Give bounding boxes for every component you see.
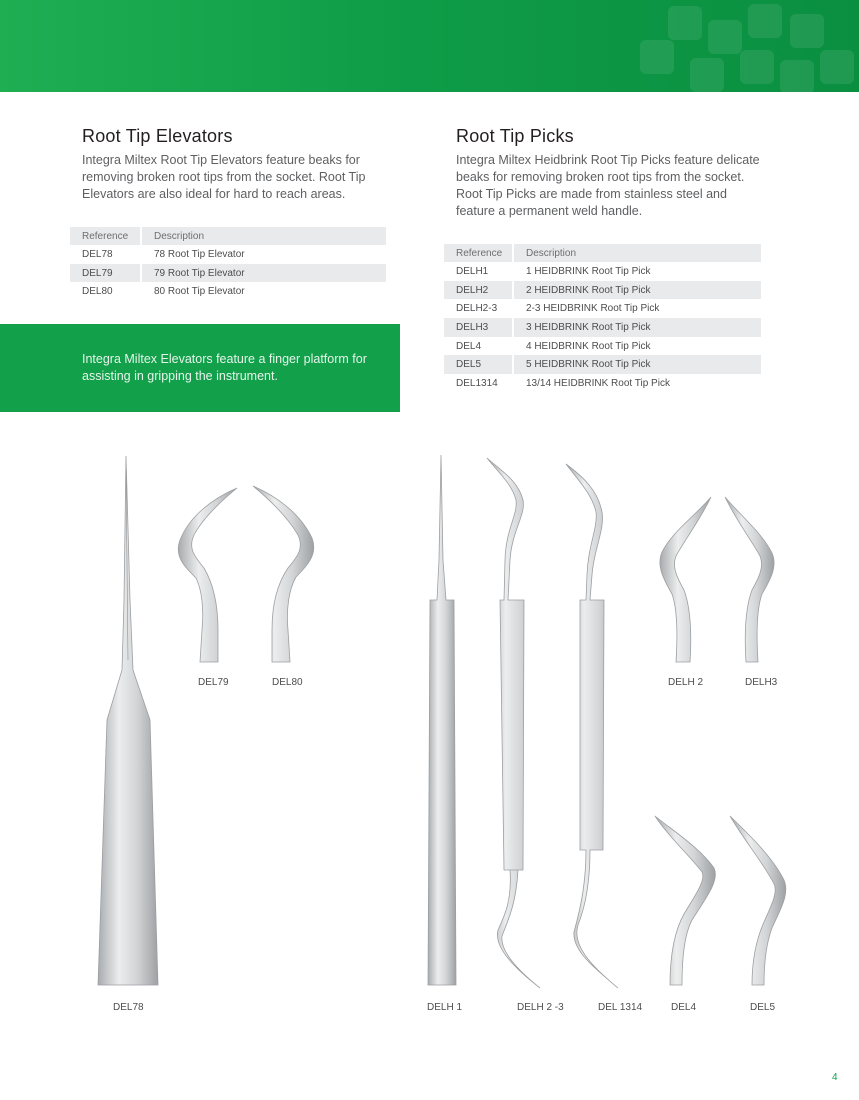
reference-cell: DELH3	[444, 318, 513, 337]
reference-cell: DELH2-3	[444, 299, 513, 318]
caption-delh3: DELH3	[745, 677, 778, 688]
delh3-pick-image	[725, 497, 774, 662]
description-cell: 2 HEIDBRINK Root Tip Pick	[513, 281, 761, 300]
column-header-description: Description	[513, 244, 761, 262]
description-cell: 80 Root Tip Elevator	[154, 286, 245, 298]
reference-cell: DEL5	[444, 355, 513, 374]
column-header-description: Description	[141, 227, 386, 245]
reference-cell: DEL1314	[444, 374, 513, 393]
description-cell: 4 HEIDBRINK Root Tip Pick	[526, 340, 651, 352]
description-cell: 2-3 HEIDBRINK Root Tip Pick	[526, 303, 660, 315]
description-cell: 79 Root Tip Elevator	[141, 264, 386, 283]
caption-delh2-3: DELH 2 -3	[517, 1002, 564, 1013]
caption-del5: DEL5	[750, 1002, 776, 1013]
picks-intro: Integra Miltex Heidbrink Root Tip Picks feature delicate beaks for removing broken root tips from the socket. Root Tip Picks are made from stainless steel and feature a permanent weld handle.	[456, 153, 760, 218]
reference-cell: DEL80	[70, 282, 141, 301]
reference-cell: DEL78	[70, 245, 141, 264]
description-cell: 1 HEIDBRINK Root Tip Pick	[526, 265, 651, 277]
page-number: 4	[832, 1072, 838, 1083]
del78-elevator-image	[98, 456, 158, 985]
del1314-pick-image	[566, 464, 618, 988]
delh2-3-pick-image	[487, 458, 540, 988]
elevators-title: Root Tip Elevators	[82, 126, 233, 146]
caption-del1314: DEL 1314	[598, 1002, 643, 1013]
column-header-reference: Reference	[70, 227, 141, 245]
caption-delh2: DELH 2	[668, 677, 704, 688]
description-cell: 78 Root Tip Elevator	[154, 248, 245, 260]
delh2-pick-image	[660, 497, 711, 662]
del5-pick-image	[730, 816, 786, 985]
reference-cell: DEL4	[444, 337, 513, 356]
delh1-pick-image	[428, 455, 456, 985]
reference-cell: DELH1	[444, 262, 513, 281]
del4-pick-image	[655, 816, 715, 985]
del79-elevator-image	[178, 488, 237, 662]
reference-cell: DELH2	[444, 281, 513, 300]
description-cell: 3 HEIDBRINK Root Tip Pick	[513, 318, 761, 337]
picks-title: Root Tip Picks	[456, 126, 574, 146]
caption-del4: DEL4	[671, 1002, 697, 1013]
caption-del80: DEL80	[272, 677, 303, 688]
description-cell: 13/14 HEIDBRINK Root Tip Pick	[526, 377, 670, 389]
column-header-reference: Reference	[444, 244, 513, 262]
del80-elevator-image	[253, 486, 314, 662]
caption-del79: DEL79	[198, 677, 229, 688]
feature-note-text: Integra Miltex Elevators feature a finger platform for assisting in gripping the instrument.	[82, 352, 367, 383]
description-cell: 5 HEIDBRINK Root Tip Pick	[513, 355, 761, 374]
caption-delh1: DELH 1	[427, 1002, 463, 1013]
caption-del78: DEL78	[113, 1002, 144, 1013]
elevators-intro: Integra Miltex Root Tip Elevators feature beaks for removing broken root tips from the socket. Root Tip Elevators are also ideal for hard to reach areas.	[82, 153, 366, 201]
reference-cell: DEL79	[70, 264, 141, 283]
